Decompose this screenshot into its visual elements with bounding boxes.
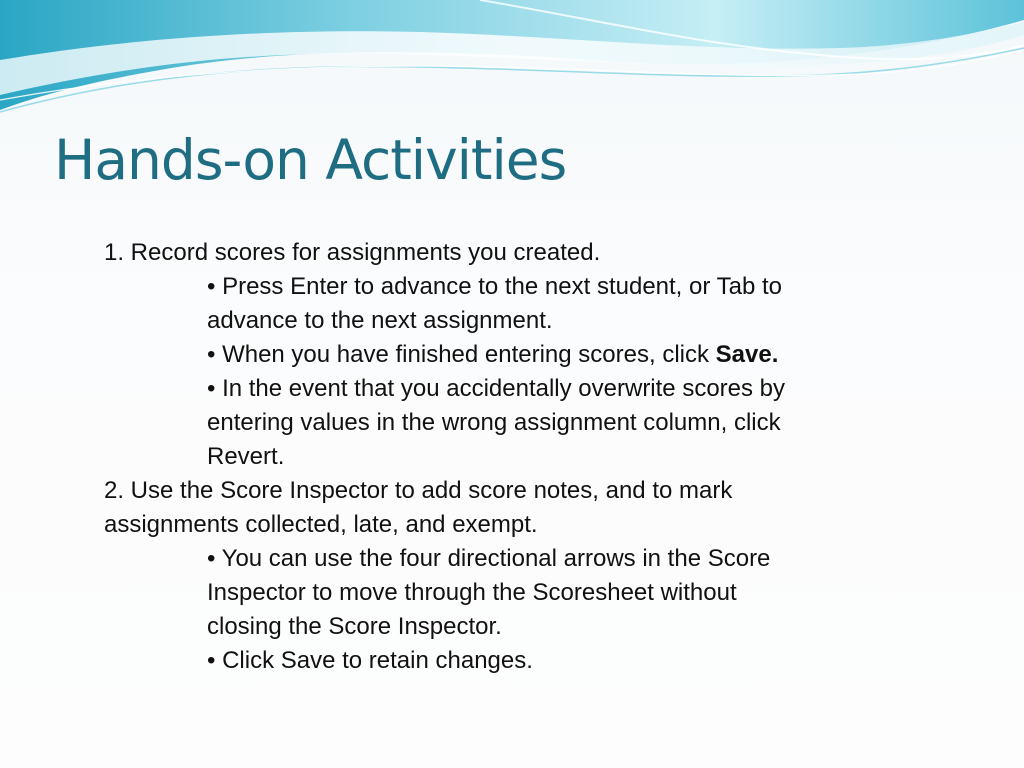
step-1-bullet-enter: • Press Enter to advance to the next student, or Tab to xyxy=(207,273,782,300)
step-2-bullet-save: • Click Save to retain changes. xyxy=(207,647,533,674)
step-1-bullet-enter-cont: advance to the next assignment. xyxy=(207,307,553,334)
slide-title: Hands-on Activities xyxy=(54,128,567,192)
step-2-bullet-arrows: • You can use the four directional arrows in the Score xyxy=(207,545,771,572)
step-1-bullet-revert-cont-1: entering values in the wrong assignment column, click xyxy=(207,409,781,436)
header-wave-decoration xyxy=(0,0,1024,130)
bullet-save-text: • When you have finished entering scores, click xyxy=(207,341,716,368)
step-1: 1. Record scores for assignments you created. xyxy=(104,239,601,266)
step-1-bullet-save xyxy=(104,338,924,372)
bullet-save-bold: Save. xyxy=(715,341,779,368)
step-2-cont: assignments collected, late, and exempt. xyxy=(104,511,538,538)
slide-body xyxy=(104,236,924,678)
step-2: 2. Use the Score Inspector to add score notes, and to mark xyxy=(104,477,733,504)
step-1-bullet-revert-cont-2: Revert. xyxy=(207,443,285,470)
step-2-bullet-arrows-cont-1: Inspector to move through the Scoresheet without xyxy=(207,579,737,606)
step-1-bullet-revert: • In the event that you accidentally overwrite scores by xyxy=(207,375,786,402)
step-2-bullet-arrows-cont-2: closing the Score Inspector. xyxy=(207,613,502,640)
